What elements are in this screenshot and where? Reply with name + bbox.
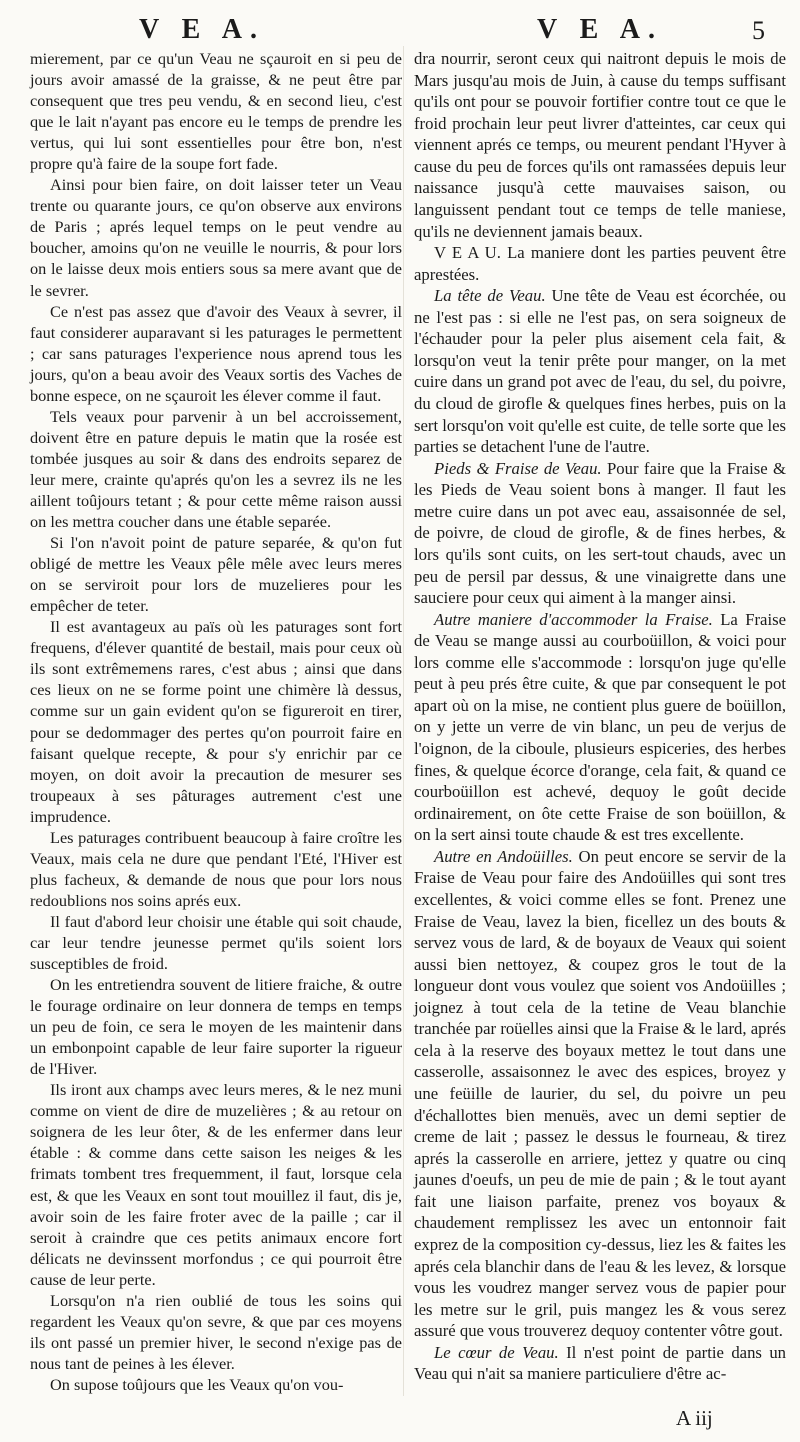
paragraph-text: mierement, par ce qu'un Veau ne sçauroit en si peu de jours avoir amassé de la graisse, & ne peut être par consequent que tres peu vendu, & en second lieu, c'est que le lait n'ayant pas encore eu le temps de prendre les vertus, qui lui sont essentielles pour être bon, n'est propre qu'à faire de la soupe fort fade. — [30, 49, 402, 174]
paragraph — [30, 827, 402, 911]
paragraph-text: Il est avantageux au païs où les paturages sont fort frequens, d'élever quantité de bestail, mais pour ceux où ils sont extrêmemens rares, c'est abus ; ainsi que dans ces lieux on ne se forme point une chimère là dessus, comme sur un gain evident qu'on se figureroit en tirer, pour se dedommager des pertes qu'on pourroit faire en faisant quelque recepte, & pour s'y enrichir par ce moyen, on doit avoir la precaution de mesurer ses troupeaux à ses pâturages autrement c'est une imprudence. — [30, 617, 402, 826]
paragraph — [414, 609, 786, 846]
paragraph — [30, 1290, 402, 1374]
paragraph — [30, 532, 402, 616]
recipe-heading: La tête de Veau. — [434, 286, 546, 306]
recipe-heading: Pieds & Fraise de Veau. — [434, 458, 602, 478]
paragraph — [414, 48, 786, 242]
paragraph-text: Les paturages contribuent beaucoup à faire croître les Veaux, mais cela ne dure que pendant l'Eté, l'Hiver est plus facheux, & demande de nous que pour lors nous redoublions nos soins aprés eux. — [30, 827, 402, 910]
paragraph-text: Il n'est point de partie dans un Veau qui n'ait sa maniere particuliere d'être ac- — [414, 1342, 787, 1384]
paragraph — [414, 285, 786, 458]
paragraph — [414, 1342, 786, 1385]
paragraph-text: Ils iront aux champs avec leurs meres, & le nez muni comme on vient de dire de muzelières ; & au retour on soignera de les leur ôter, & de les enfermer dans leur étable : & comme dans cette saison les neiges & les frimats tombent tres frequemment, il faut, lorsque cela est, & que les Veaux en sont tout mouillez il faut, dis je, avoir soin de les faire froter avec de la paille ; car il seroit à craindre que ces petits animaux encore fort délicats ne devinssent morfondus ; ce qui pourroit être cause de leur perte. — [30, 1080, 402, 1289]
paragraph — [30, 1079, 402, 1289]
paragraph — [30, 406, 402, 532]
paragraph-text: Tels veaux pour parvenir à un bel accroissement, doivent être en pature depuis le matin que la rosée est tombée jusques au soir & dans des endroits separez de leur mere, crainte qu'aprés qu'on les a sevrez ils ne les aillent toûjours tetant ; & pour cette même raison aussi on les mettra coucher dans une étable separée. — [30, 406, 402, 532]
signature-mark: A iij — [676, 1406, 713, 1430]
paragraph-text: Si l'on n'avoit point de pature separée, & qu'on fut obligé de mettre les Veaux pêle mêle avec leurs meres on se serviroit pour lors de muzelieres pour les empêcher de teter. — [30, 533, 402, 616]
running-title-right: V E A. — [536, 14, 664, 45]
paragraph-text: On peut encore se servir de la Fraise de Veau pour faire des Andoüilles qui sont tres excellentes, & voici comme elles se font. Prenez une Fraise de Veau, lavez la bien, ficellez un des bouts & servez vous de lard, & de boyaux de Veaux qui soient aussi bien nettoyez, & coupez gros le tout de la longueur dont vous voulez que soient vos Andoüilles ; joignez à tout cela de la tetine de Veau blanchie tranchée par roüelles ainsi que la Fraise & le lard, aprés cela à la reserve des boyaux mettez le tout dans une casserolle, assaisonnez le avec des espices, broyez y une feüille de laurier, du sel, du poivre un peu d'échallottes bien menuës, avec un demi septier de creme de lait ; passez le dessus le fourneau, & tirez aprés la casserolle en arriere, jettez y quatre ou cinq jaunes d'oeufs, un peu de mie de pain ; & le tout ayant fait une liaison parfaite, prenez vos boyaux & chaudement remplissez les avec un entonnoir fait exprez de la composition cy-dessus, liez les & faites les aprés cela blanchir dans de l'eau & les levez, & lorsque vous les voudrez manger servez vous de papier pour les metre sur le gril, puis mangez les & vous serez assuré que vous trouverez dequoy contenter vôtre gout. — [414, 846, 786, 1341]
paragraph — [30, 174, 402, 300]
running-title-left: V E A. — [138, 14, 266, 45]
paragraph — [30, 911, 402, 974]
recipe-heading: Autre en Andoüilles. — [434, 846, 573, 866]
recipe-heading: Le cœur de Veau. — [434, 1342, 559, 1362]
paragraph-text: Il faut d'abord leur choisir une étable qui soit chaude, car leur tendre jeunesse permet qu'ils soient lors susceptibles de froid. — [30, 911, 402, 974]
paragraph-text: V E A U. La maniere dont les parties peuvent être aprestées. — [414, 243, 786, 284]
recipe-heading: Autre maniere d'accommoder la Fraise. — [434, 609, 713, 629]
paragraph — [30, 301, 402, 406]
paragraph-text: dra nourrir, seront ceux qui naitront depuis le mois de Mars jusqu'au mois de Juin, à cause du temps suffisant qu'ils ont pour se pouvoir fortifier contre tout ce que le froid prochain leur peut livrer d'atteintes, car ceux qui viennent aprés ce temps, ou meurent pendant l'Hyver à cause du peu de forces qu'ils ont ramassées depuis leur naissance jusqu'à cette mauvaises saison, ou languissent pendant tout ce temps de telle maniese, qu'ils ne deviennent jamais beaux. — [414, 49, 786, 241]
paragraph — [414, 846, 786, 1342]
paragraph — [30, 974, 402, 1079]
paragraph — [414, 458, 786, 609]
paragraph-text: Ainsi pour bien faire, on doit laisser teter un Veau trente ou quarante jours, ce qu'on observe aux environs de Paris ; aprés lequel temps on le peut vendre au boucher, amoins qu'on ne veuille le nourris, & pour lors on le laisse deux mois entiers sous sa mere avant que de le sevrer. — [30, 175, 402, 300]
paragraph-text: Une tête de Veau est écorchée, ou ne l'est pas : si elle ne l'est pas, on sera soigneux de l'échauder pour la peler plus aisement cela fait, & lorsqu'on veut la tenir prête pour manger, on la met cuire dans un grand pot avec de l'eau, du sel, du poivre, du cloud de girofle & quelques fines herbes, puis on la sert lorsqu'on voit qu'elle est cuite, de telle sorte que les parties se detachent l'une de l'autre. — [414, 286, 786, 457]
paragraph — [414, 242, 786, 285]
left-text-column — [30, 48, 402, 1395]
paragraph-text: Pour faire que la Fraise & les Pieds de Veau soient bons à manger. Il faut les metre cuire dans un pot avec eau, assaisonnée de sel, de poivre, de cloud de girofle, & de fines herbes, & lors qu'ils sont cuits, on les sert-tout chauds, avec un peu de persil par dessus, & une vinaigrette dans une sauciere pour ceux qui aiment à la manger ainsi. — [414, 458, 786, 608]
paragraph-text: On les entretiendra souvent de litiere fraiche, & outre le fourage ordinaire on leur donnera de temps en temps un peu de foin, ce sera le moyen de les maintenir dans un embonpoint capable de leur faire suporter la rigueur de l'Hiver. — [30, 975, 402, 1079]
paragraph — [30, 1374, 402, 1395]
paragraph-text: La Fraise de Veau se mange aussi au courboüillon, & voici pour lors comme elle s'accommode : lorsqu'on juge qu'elle peut à peu prés être cuite, & que par consequent le pot apart où on la mise, ne contient plus guere de boüillon, on y jette un verre de vin blanc, un peu de verjus de l'oignon, de la ciboule, plusieurs espiceries, des herbes fines, & quelque écorce d'orange, cela fait, & quand ce courboüillon est achevé, dequoy le goût decide ordinairement, on ôte cette Fraise de son boüillon, & on la sert ainsi toute chaude & est tres excellente. — [414, 609, 786, 845]
paragraph-text: Ce n'est pas assez que d'avoir des Veaux à sevrer, il faut considerer auparavant si les paturages le permettent ; car sans paturages l'experience nous aprend tous les jours, qu'on a beau avoir des Veaux sortis des Vaches de bonne espece, on ne sçauroit les élever comme il faut. — [30, 301, 402, 405]
column-gutter — [403, 46, 404, 1396]
paragraph-text: Lorsqu'on n'a rien oublié de tous les soins qui regardent les Veaux qu'on sevre, & que par ces moyens ils ont passé un premier hiver, le second n'exige pas de nous tant de peines à les élever. — [30, 1290, 402, 1373]
paragraph — [30, 616, 402, 826]
paragraph-text: On supose toûjours que les Veaux qu'on vou- — [50, 1374, 344, 1394]
paragraph — [30, 48, 402, 174]
right-text-column — [414, 48, 786, 1385]
page-number: 5 — [752, 16, 765, 45]
